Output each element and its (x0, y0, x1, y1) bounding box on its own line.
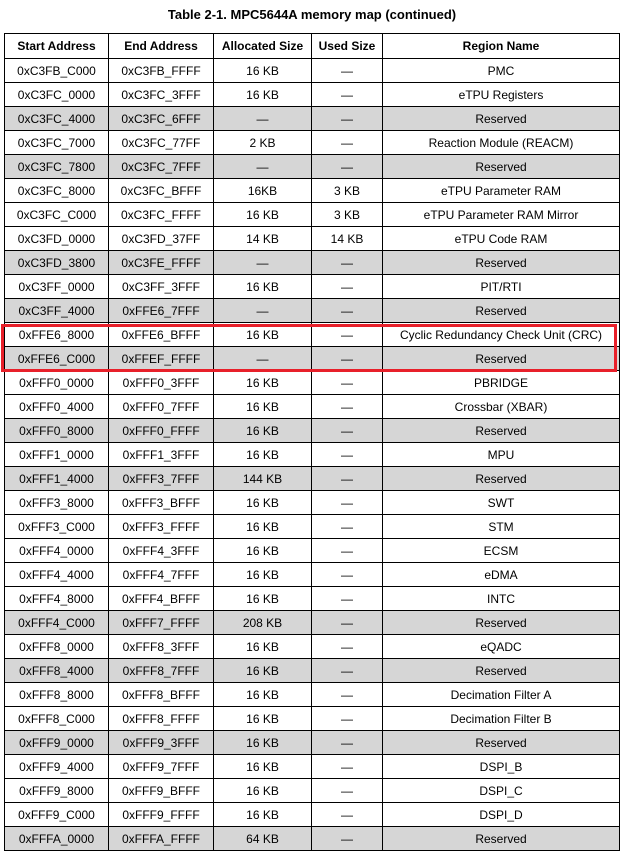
memory-map-table (4, 33, 620, 851)
start-address-cell: 0xFFF4_0000 (5, 539, 109, 563)
region-name-cell: Reserved (383, 251, 620, 275)
allocated-size-cell: — (214, 251, 312, 275)
start-address-cell: 0xFFF9_4000 (5, 755, 109, 779)
table-row (5, 323, 620, 347)
region-name-cell: PBRIDGE (383, 371, 620, 395)
used-size-cell: — (312, 107, 383, 131)
region-name-cell: Reserved (383, 155, 620, 179)
table-row (5, 83, 620, 107)
table-row (5, 755, 620, 779)
region-name-cell: DSPI_B (383, 755, 620, 779)
region-name-cell: Reserved (383, 299, 620, 323)
end-address-cell: 0xC3FC_6FFF (109, 107, 214, 131)
table-row (5, 587, 620, 611)
end-address-cell: 0xFFF0_3FFF (109, 371, 214, 395)
start-address-cell: 0xFFE6_C000 (5, 347, 109, 371)
end-address-cell: 0xC3FD_37FF (109, 227, 214, 251)
used-size-cell: — (312, 371, 383, 395)
used-size-cell: — (312, 251, 383, 275)
start-address-cell: 0xC3FC_C000 (5, 203, 109, 227)
table-row (5, 299, 620, 323)
region-name-cell: Crossbar (XBAR) (383, 395, 620, 419)
end-address-cell: 0xC3FC_7FFF (109, 155, 214, 179)
end-address-cell: 0xFFF4_3FFF (109, 539, 214, 563)
table-row (5, 275, 620, 299)
header-region-name: Region Name (383, 34, 620, 59)
table-row (5, 707, 620, 731)
region-name-cell: Reaction Module (REACM) (383, 131, 620, 155)
table-row (5, 539, 620, 563)
used-size-cell: — (312, 587, 383, 611)
table-row (5, 779, 620, 803)
used-size-cell: — (312, 539, 383, 563)
used-size-cell: — (312, 131, 383, 155)
used-size-cell: — (312, 755, 383, 779)
used-size-cell: — (312, 659, 383, 683)
region-name-cell: PMC (383, 59, 620, 83)
region-name-cell: eTPU Code RAM (383, 227, 620, 251)
allocated-size-cell: 16 KB (214, 443, 312, 467)
allocated-size-cell: — (214, 347, 312, 371)
table-row (5, 59, 620, 83)
used-size-cell: — (312, 323, 383, 347)
start-address-cell: 0xFFF8_4000 (5, 659, 109, 683)
table-row (5, 467, 620, 491)
region-name-cell: eTPU Parameter RAM (383, 179, 620, 203)
used-size-cell: — (312, 683, 383, 707)
region-name-cell: eTPU Parameter RAM Mirror (383, 203, 620, 227)
table-row (5, 827, 620, 851)
table-row (5, 803, 620, 827)
allocated-size-cell: — (214, 299, 312, 323)
allocated-size-cell: 14 KB (214, 227, 312, 251)
used-size-cell: 3 KB (312, 203, 383, 227)
used-size-cell: — (312, 707, 383, 731)
region-name-cell: Reserved (383, 467, 620, 491)
end-address-cell: 0xFFF3_7FFF (109, 467, 214, 491)
used-size-cell: — (312, 299, 383, 323)
end-address-cell: 0xC3FB_FFFF (109, 59, 214, 83)
table-row (5, 515, 620, 539)
allocated-size-cell: 64 KB (214, 827, 312, 851)
used-size-cell: — (312, 83, 383, 107)
end-address-cell: 0xFFF9_FFFF (109, 803, 214, 827)
end-address-cell: 0xFFF9_BFFF (109, 779, 214, 803)
used-size-cell: — (312, 467, 383, 491)
used-size-cell: — (312, 803, 383, 827)
allocated-size-cell: 16 KB (214, 275, 312, 299)
end-address-cell: 0xFFF9_7FFF (109, 755, 214, 779)
allocated-size-cell: 16 KB (214, 731, 312, 755)
allocated-size-cell: — (214, 107, 312, 131)
start-address-cell: 0xFFF9_C000 (5, 803, 109, 827)
region-name-cell: eDMA (383, 563, 620, 587)
region-name-cell: SWT (383, 491, 620, 515)
end-address-cell: 0xFFF7_FFFF (109, 611, 214, 635)
start-address-cell: 0xFFF4_4000 (5, 563, 109, 587)
start-address-cell: 0xFFF8_C000 (5, 707, 109, 731)
region-name-cell: Reserved (383, 659, 620, 683)
region-name-cell: MPU (383, 443, 620, 467)
end-address-cell: 0xC3FE_FFFF (109, 251, 214, 275)
region-name-cell: DSPI_C (383, 779, 620, 803)
start-address-cell: 0xFFF4_C000 (5, 611, 109, 635)
header-allocated-size: Allocated Size (214, 34, 312, 59)
allocated-size-cell: 2 KB (214, 131, 312, 155)
start-address-cell: 0xFFF3_C000 (5, 515, 109, 539)
end-address-cell: 0xFFEF_FFFF (109, 347, 214, 371)
allocated-size-cell: 16 KB (214, 83, 312, 107)
start-address-cell: 0xFFF9_8000 (5, 779, 109, 803)
used-size-cell: — (312, 515, 383, 539)
start-address-cell: 0xC3FC_4000 (5, 107, 109, 131)
table-row (5, 419, 620, 443)
region-name-cell: Reserved (383, 347, 620, 371)
table-row (5, 611, 620, 635)
table-row (5, 491, 620, 515)
allocated-size-cell: 16 KB (214, 755, 312, 779)
used-size-cell: — (312, 443, 383, 467)
end-address-cell: 0xFFF3_FFFF (109, 515, 214, 539)
end-address-cell: 0xFFF8_7FFF (109, 659, 214, 683)
region-name-cell: Reserved (383, 827, 620, 851)
used-size-cell: — (312, 611, 383, 635)
used-size-cell: — (312, 395, 383, 419)
start-address-cell: 0xFFF1_4000 (5, 467, 109, 491)
end-address-cell: 0xFFF4_7FFF (109, 563, 214, 587)
end-address-cell: 0xC3FC_BFFF (109, 179, 214, 203)
allocated-size-cell: 16 KB (214, 779, 312, 803)
end-address-cell: 0xFFF8_FFFF (109, 707, 214, 731)
end-address-cell: 0xFFF0_7FFF (109, 395, 214, 419)
table-row (5, 179, 620, 203)
used-size-cell: 14 KB (312, 227, 383, 251)
end-address-cell: 0xFFF9_3FFF (109, 731, 214, 755)
allocated-size-cell: 144 KB (214, 467, 312, 491)
allocated-size-cell: 208 KB (214, 611, 312, 635)
table-row (5, 395, 620, 419)
start-address-cell: 0xC3FB_C000 (5, 59, 109, 83)
allocated-size-cell: 16 KB (214, 419, 312, 443)
table-row (5, 347, 620, 371)
table-row (5, 683, 620, 707)
used-size-cell: — (312, 563, 383, 587)
table-row (5, 155, 620, 179)
used-size-cell: — (312, 347, 383, 371)
table-row (5, 203, 620, 227)
region-name-cell: DSPI_D (383, 803, 620, 827)
start-address-cell: 0xC3FC_8000 (5, 179, 109, 203)
end-address-cell: 0xC3FC_3FFF (109, 83, 214, 107)
allocated-size-cell: 16 KB (214, 539, 312, 563)
start-address-cell: 0xFFF4_8000 (5, 587, 109, 611)
start-address-cell: 0xC3FF_0000 (5, 275, 109, 299)
table-row (5, 371, 620, 395)
start-address-cell: 0xFFF0_4000 (5, 395, 109, 419)
region-name-cell: STM (383, 515, 620, 539)
allocated-size-cell: 16 KB (214, 587, 312, 611)
start-address-cell: 0xFFFA_0000 (5, 827, 109, 851)
region-name-cell: Reserved (383, 611, 620, 635)
used-size-cell: — (312, 419, 383, 443)
used-size-cell: — (312, 779, 383, 803)
end-address-cell: 0xC3FC_77FF (109, 131, 214, 155)
allocated-size-cell: 16 KB (214, 203, 312, 227)
start-address-cell: 0xFFF8_8000 (5, 683, 109, 707)
region-name-cell: INTC (383, 587, 620, 611)
region-name-cell: Cyclic Redundancy Check Unit (CRC) (383, 323, 620, 347)
region-name-cell: eTPU Registers (383, 83, 620, 107)
allocated-size-cell: 16 KB (214, 707, 312, 731)
used-size-cell: — (312, 491, 383, 515)
allocated-size-cell: 16 KB (214, 59, 312, 83)
table-row (5, 563, 620, 587)
allocated-size-cell: 16 KB (214, 491, 312, 515)
end-address-cell: 0xFFF8_BFFF (109, 683, 214, 707)
used-size-cell: — (312, 59, 383, 83)
allocated-size-cell: 16 KB (214, 635, 312, 659)
region-name-cell: PIT/RTI (383, 275, 620, 299)
start-address-cell: 0xFFF9_0000 (5, 731, 109, 755)
start-address-cell: 0xFFF3_8000 (5, 491, 109, 515)
region-name-cell: eQADC (383, 635, 620, 659)
allocated-size-cell: 16 KB (214, 803, 312, 827)
start-address-cell: 0xC3FC_7800 (5, 155, 109, 179)
used-size-cell: — (312, 155, 383, 179)
region-name-cell: Reserved (383, 731, 620, 755)
region-name-cell: Decimation Filter A (383, 683, 620, 707)
used-size-cell: — (312, 635, 383, 659)
start-address-cell: 0xFFF0_8000 (5, 419, 109, 443)
end-address-cell: 0xC3FF_3FFF (109, 275, 214, 299)
start-address-cell: 0xFFF8_0000 (5, 635, 109, 659)
table-row (5, 443, 620, 467)
allocated-size-cell: 16 KB (214, 683, 312, 707)
table-header-row (5, 34, 620, 59)
table-row (5, 731, 620, 755)
region-name-cell: Reserved (383, 419, 620, 443)
start-address-cell: 0xC3FC_7000 (5, 131, 109, 155)
region-name-cell: Reserved (383, 107, 620, 131)
start-address-cell: 0xC3FD_3800 (5, 251, 109, 275)
allocated-size-cell: 16 KB (214, 371, 312, 395)
used-size-cell: — (312, 731, 383, 755)
allocated-size-cell: — (214, 155, 312, 179)
allocated-size-cell: 16 KB (214, 323, 312, 347)
end-address-cell: 0xFFF3_BFFF (109, 491, 214, 515)
header-start-address: Start Address (5, 34, 109, 59)
start-address-cell: 0xFFF0_0000 (5, 371, 109, 395)
end-address-cell: 0xFFF1_3FFF (109, 443, 214, 467)
region-name-cell: Decimation Filter B (383, 707, 620, 731)
table-row (5, 251, 620, 275)
start-address-cell: 0xC3FD_0000 (5, 227, 109, 251)
end-address-cell: 0xFFE6_7FFF (109, 299, 214, 323)
start-address-cell: 0xFFE6_8000 (5, 323, 109, 347)
header-end-address: End Address (109, 34, 214, 59)
table-row (5, 635, 620, 659)
used-size-cell: 3 KB (312, 179, 383, 203)
table-caption: Table 2-1. MPC5644A memory map (continued) (167, 7, 457, 22)
end-address-cell: 0xFFE6_BFFF (109, 323, 214, 347)
header-used-size: Used Size (312, 34, 383, 59)
start-address-cell: 0xC3FC_0000 (5, 83, 109, 107)
memory-map-table-container (4, 33, 619, 851)
end-address-cell: 0xFFF4_BFFF (109, 587, 214, 611)
end-address-cell: 0xFFFA_FFFF (109, 827, 214, 851)
allocated-size-cell: 16 KB (214, 515, 312, 539)
allocated-size-cell: 16 KB (214, 659, 312, 683)
used-size-cell: — (312, 827, 383, 851)
allocated-size-cell: 16 KB (214, 395, 312, 419)
end-address-cell: 0xFFF8_3FFF (109, 635, 214, 659)
used-size-cell: — (312, 275, 383, 299)
table-row (5, 131, 620, 155)
region-name-cell: ECSM (383, 539, 620, 563)
start-address-cell: 0xFFF1_0000 (5, 443, 109, 467)
table-row (5, 659, 620, 683)
allocated-size-cell: 16KB (214, 179, 312, 203)
end-address-cell: 0xC3FC_FFFF (109, 203, 214, 227)
start-address-cell: 0xC3FF_4000 (5, 299, 109, 323)
allocated-size-cell: 16 KB (214, 563, 312, 587)
table-row (5, 227, 620, 251)
end-address-cell: 0xFFF0_FFFF (109, 419, 214, 443)
table-row (5, 107, 620, 131)
